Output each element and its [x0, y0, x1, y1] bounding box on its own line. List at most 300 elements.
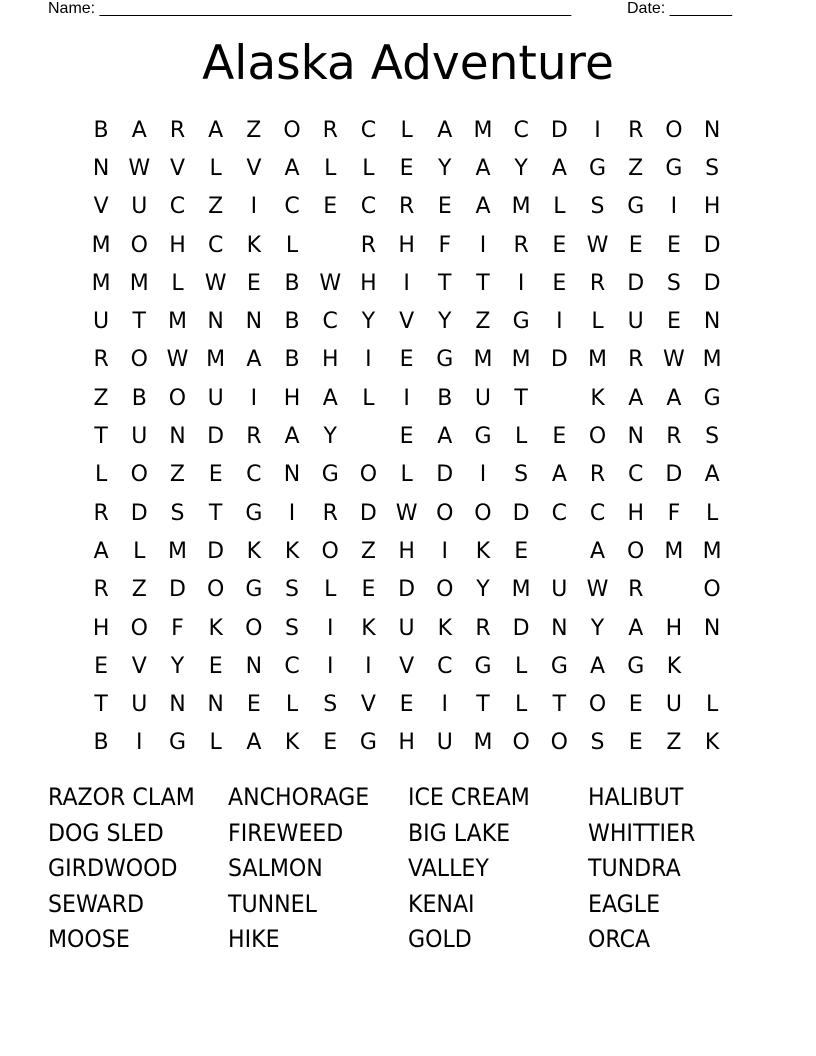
page-title: Alaska Adventure: [202, 36, 614, 91]
grid-cell[interactable]: C: [207, 232, 224, 258]
grid-cell[interactable]: I: [441, 692, 449, 718]
grid-cell[interactable]: G: [627, 653, 645, 679]
grid-cell[interactable]: I: [326, 653, 334, 679]
grid-cell[interactable]: N: [703, 615, 721, 641]
grid-cell[interactable]: M: [167, 538, 187, 564]
grid-cell[interactable]: Y: [170, 653, 185, 679]
grid-cell[interactable]: M: [702, 538, 722, 564]
grid-cell[interactable]: A: [590, 653, 606, 679]
grid-cell[interactable]: T: [476, 270, 490, 296]
grid-cell[interactable]: U: [131, 692, 148, 718]
grid-cell[interactable]: K: [590, 385, 605, 411]
grid-cell[interactable]: D: [168, 577, 186, 603]
grid-cell[interactable]: B: [93, 117, 109, 143]
grid-cell[interactable]: N: [551, 615, 568, 641]
grid-cell[interactable]: O: [512, 730, 530, 756]
grid-cell[interactable]: D: [398, 577, 416, 603]
grid-cell[interactable]: D: [665, 462, 683, 488]
grid-cell[interactable]: H: [92, 615, 110, 641]
grid-cell[interactable]: E: [552, 270, 567, 296]
grid-cell[interactable]: L: [705, 500, 719, 526]
grid-cell[interactable]: O: [627, 538, 645, 564]
grid-cell[interactable]: K: [361, 615, 376, 641]
grid-cell[interactable]: M: [473, 347, 493, 373]
grid-cell[interactable]: L: [362, 155, 375, 181]
grid-cell[interactable]: W: [319, 270, 342, 296]
grid-cell[interactable]: E: [246, 270, 261, 296]
grid-cell[interactable]: R: [322, 500, 338, 526]
grid-cell[interactable]: M: [511, 577, 531, 603]
grid-cell[interactable]: G: [627, 194, 645, 220]
grid-cell[interactable]: L: [553, 194, 566, 220]
grid-cell[interactable]: G: [474, 424, 492, 450]
grid-cell[interactable]: V: [399, 653, 415, 679]
grid-cell[interactable]: W: [204, 270, 227, 296]
grid-cell[interactable]: K: [475, 538, 491, 564]
grid-cell[interactable]: O: [130, 232, 148, 258]
grid-cell[interactable]: O: [665, 117, 683, 143]
grid-cell[interactable]: L: [362, 385, 375, 411]
grid-cell[interactable]: I: [441, 538, 449, 564]
grid-cell[interactable]: T: [208, 500, 223, 526]
grid-cell[interactable]: Y: [323, 424, 337, 450]
grid-cell[interactable]: A: [246, 347, 262, 373]
grid-cell[interactable]: O: [703, 577, 721, 603]
grid-cell[interactable]: O: [245, 615, 263, 641]
grid-cell[interactable]: C: [360, 117, 377, 143]
grid-cell[interactable]: E: [666, 309, 681, 335]
worksheet-header: [0, 0, 816, 20]
grid-cell[interactable]: W: [128, 155, 151, 181]
grid-cell[interactable]: T: [476, 692, 490, 718]
grid-cell[interactable]: G: [436, 347, 454, 373]
grid-cell[interactable]: C: [628, 462, 644, 488]
grid-cell[interactable]: F: [667, 500, 681, 526]
grid-cell[interactable]: C: [246, 462, 262, 488]
grid-cell[interactable]: E: [399, 424, 414, 450]
grid-cell[interactable]: L: [400, 117, 413, 143]
grid-cell[interactable]: C: [169, 194, 186, 220]
grid-cell[interactable]: D: [627, 270, 645, 296]
grid-cell[interactable]: S: [514, 462, 529, 488]
grid-cell[interactable]: A: [93, 538, 109, 564]
grid-cell[interactable]: Z: [246, 117, 262, 143]
grid-cell[interactable]: R: [322, 117, 338, 143]
grid-cell[interactable]: A: [246, 730, 262, 756]
grid-cell[interactable]: I: [250, 385, 258, 411]
grid-cell[interactable]: V: [246, 155, 262, 181]
grid-cell[interactable]: O: [588, 692, 607, 718]
grid-cell[interactable]: U: [665, 692, 682, 718]
grid-cell[interactable]: T: [552, 692, 567, 718]
word-list-item: HIKE: [228, 925, 280, 953]
grid-cell[interactable]: H: [398, 538, 415, 564]
grid-cell[interactable]: M: [702, 347, 722, 373]
word-list-item: ICE CREAM: [408, 783, 530, 811]
grid-cell[interactable]: C: [284, 653, 300, 679]
grid-cell[interactable]: U: [207, 385, 224, 411]
grid-cell[interactable]: U: [93, 309, 110, 335]
grid-cell[interactable]: L: [133, 538, 146, 564]
grid-cell[interactable]: O: [168, 385, 187, 411]
grid-cell[interactable]: W: [395, 500, 418, 526]
grid-cell[interactable]: Z: [131, 577, 147, 603]
grid-cell[interactable]: A: [551, 462, 567, 488]
grid-cell[interactable]: T: [94, 424, 108, 450]
grid-cell[interactable]: H: [398, 232, 415, 258]
grid-cell[interactable]: O: [436, 500, 454, 526]
grid-cell[interactable]: R: [589, 270, 606, 296]
grid-cell[interactable]: L: [591, 309, 604, 335]
grid-cell[interactable]: V: [131, 653, 147, 679]
grid-cell[interactable]: L: [285, 232, 299, 258]
grid-cell[interactable]: A: [628, 615, 644, 641]
grid-cell[interactable]: S: [590, 730, 605, 756]
grid-cell[interactable]: [311, 226, 349, 264]
grid-cell[interactable]: C: [360, 194, 377, 220]
grid-cell[interactable]: K: [246, 538, 262, 564]
grid-cell[interactable]: G: [245, 500, 263, 526]
grid-cell[interactable]: N: [627, 424, 644, 450]
grid-cell[interactable]: M: [473, 730, 493, 756]
grid-cell[interactable]: M: [511, 347, 531, 373]
grid-cell[interactable]: B: [437, 385, 453, 411]
grid-cell[interactable]: M: [588, 347, 608, 373]
grid-cell[interactable]: A: [284, 424, 300, 450]
grid-cell[interactable]: I: [365, 347, 372, 373]
grid-cell[interactable]: S: [705, 424, 720, 450]
grid-cell[interactable]: S: [323, 692, 338, 718]
grid-cell[interactable]: V: [360, 692, 376, 718]
grid-cell[interactable]: L: [400, 462, 413, 488]
word-list-item: TUNNEL: [228, 889, 317, 918]
grid-cell[interactable]: I: [517, 270, 525, 296]
grid-cell[interactable]: S: [170, 500, 185, 526]
grid-cell[interactable]: O: [130, 347, 148, 373]
grid-cell[interactable]: R: [628, 577, 644, 603]
grid-cell[interactable]: [655, 571, 693, 609]
grid-cell[interactable]: E: [323, 730, 338, 756]
grid-cell[interactable]: N: [207, 692, 224, 718]
grid-cell[interactable]: I: [479, 462, 487, 488]
grid-cell[interactable]: E: [437, 194, 452, 220]
grid-cell[interactable]: G: [321, 462, 339, 488]
grid-cell[interactable]: M: [167, 309, 187, 335]
grid-cell[interactable]: Y: [514, 155, 528, 181]
word-list: [48, 780, 768, 958]
grid-cell[interactable]: V: [399, 309, 415, 335]
grid-cell[interactable]: O: [550, 730, 568, 756]
grid-cell[interactable]: H: [283, 385, 301, 411]
grid-cell[interactable]: O: [359, 462, 378, 488]
grid-cell[interactable]: N: [245, 653, 263, 679]
grid-cell[interactable]: R: [246, 424, 262, 450]
grid-cell[interactable]: W: [586, 232, 609, 258]
grid-cell[interactable]: Z: [360, 538, 376, 564]
grid-cell[interactable]: N: [245, 309, 263, 335]
grid-cell[interactable]: G: [168, 730, 186, 756]
grid-cell[interactable]: Z: [475, 309, 491, 335]
grid-cell[interactable]: D: [703, 232, 721, 258]
grid-cell[interactable]: L: [285, 692, 299, 718]
grid-cell[interactable]: E: [361, 577, 376, 603]
grid-cell[interactable]: S: [666, 270, 681, 296]
grid-cell[interactable]: L: [515, 424, 528, 450]
grid-cell[interactable]: S: [705, 155, 720, 181]
grid-cell[interactable]: T: [438, 270, 452, 296]
grid-cell[interactable]: E: [552, 232, 567, 258]
grid-cell[interactable]: Y: [438, 155, 452, 181]
grid-cell[interactable]: U: [131, 424, 148, 450]
grid-cell[interactable]: U: [436, 730, 453, 756]
grid-cell[interactable]: D: [436, 462, 454, 488]
grid-cell[interactable]: R: [475, 615, 491, 641]
grid-cell[interactable]: S: [285, 615, 300, 641]
grid-cell[interactable]: H: [360, 270, 377, 296]
grid-cell[interactable]: D: [130, 500, 148, 526]
grid-cell[interactable]: E: [208, 653, 223, 679]
grid-cell[interactable]: N: [703, 117, 721, 143]
grid-cell[interactable]: G: [245, 577, 263, 603]
date-field[interactable]: Date: _______: [627, 0, 732, 17]
grid-cell[interactable]: K: [704, 730, 720, 756]
grid-cell[interactable]: L: [209, 730, 222, 756]
grid-cell[interactable]: Z: [169, 462, 185, 488]
grid-cell[interactable]: D: [512, 615, 530, 641]
grid-cell[interactable]: Z: [208, 194, 224, 220]
grid-cell[interactable]: I: [288, 500, 296, 526]
grid-cell[interactable]: D: [359, 500, 377, 526]
grid-cell[interactable]: H: [169, 232, 186, 258]
grid-cell[interactable]: D: [512, 500, 530, 526]
grid-cell[interactable]: U: [398, 615, 415, 641]
grid-cell[interactable]: G: [474, 653, 492, 679]
grid-cell[interactable]: I: [403, 385, 410, 411]
grid-cell[interactable]: D: [550, 347, 568, 373]
grid-cell[interactable]: O: [130, 615, 148, 641]
grid-cell[interactable]: B: [284, 347, 300, 373]
grid-cell[interactable]: [349, 417, 387, 455]
grid-cell[interactable]: M: [206, 347, 226, 373]
grid-cell[interactable]: R: [398, 194, 415, 220]
grid-cell[interactable]: Y: [590, 615, 605, 641]
grid-cell[interactable]: C: [284, 194, 300, 220]
grid-cell[interactable]: N: [283, 462, 301, 488]
grid-cell[interactable]: D: [207, 538, 225, 564]
grid-cell[interactable]: M: [473, 117, 493, 143]
grid-cell[interactable]: O: [474, 500, 492, 526]
grid-cell[interactable]: K: [437, 615, 452, 641]
grid-cell[interactable]: C: [589, 500, 606, 526]
grid-cell[interactable]: H: [665, 615, 683, 641]
grid-cell[interactable]: U: [474, 385, 492, 411]
grid-cell[interactable]: V: [93, 194, 109, 220]
grid-cell[interactable]: T: [132, 309, 146, 335]
grid-cell[interactable]: L: [515, 692, 528, 718]
grid-cell[interactable]: N: [207, 309, 224, 335]
grid-cell[interactable]: R: [169, 117, 186, 143]
grid-cell[interactable]: Y: [361, 309, 376, 335]
grid-cell[interactable]: A: [208, 117, 224, 143]
grid-cell[interactable]: B: [284, 309, 300, 335]
grid-cell[interactable]: G: [665, 155, 683, 181]
grid-cell[interactable]: M: [129, 270, 149, 296]
grid-cell[interactable]: R: [93, 500, 109, 526]
grid-cell[interactable]: I: [670, 194, 678, 220]
grid-cell[interactable]: E: [399, 347, 414, 373]
grid-cell[interactable]: K: [666, 653, 682, 679]
grid-cell[interactable]: W: [663, 347, 685, 373]
grid-cell[interactable]: L: [324, 577, 337, 603]
grid-cell[interactable]: A: [551, 155, 567, 181]
grid-cell[interactable]: R: [628, 347, 644, 373]
grid-cell[interactable]: A: [704, 462, 720, 488]
grid-cell[interactable]: O: [206, 577, 225, 603]
grid-cell[interactable]: O: [436, 577, 454, 603]
grid-cell[interactable]: E: [628, 232, 643, 258]
grid-cell[interactable]: [693, 647, 731, 685]
grid-cell[interactable]: U: [627, 309, 644, 335]
grid-cell[interactable]: L: [515, 653, 528, 679]
grid-cell[interactable]: C: [513, 117, 529, 143]
grid-cell[interactable]: N: [703, 309, 721, 335]
grid-cell[interactable]: T: [514, 385, 528, 411]
grid-cell[interactable]: O: [321, 538, 339, 564]
grid-cell[interactable]: B: [93, 730, 109, 756]
grid-cell[interactable]: A: [284, 155, 300, 181]
grid-cell[interactable]: N: [92, 155, 110, 181]
grid-cell[interactable]: A: [475, 194, 491, 220]
grid-cell[interactable]: A: [437, 424, 453, 450]
grid-cell[interactable]: C: [437, 653, 453, 679]
grid-cell[interactable]: S: [285, 577, 300, 603]
grid-cell[interactable]: Z: [666, 730, 682, 756]
grid-cell[interactable]: A: [475, 155, 491, 181]
grid-cell[interactable]: E: [246, 692, 261, 718]
grid-cell[interactable]: Y: [438, 309, 452, 335]
grid-cell[interactable]: G: [512, 309, 530, 335]
grid-cell[interactable]: A: [322, 385, 338, 411]
grid-cell[interactable]: S: [590, 194, 605, 220]
grid-cell[interactable]: R: [93, 577, 109, 603]
grid-cell[interactable]: H: [398, 730, 415, 756]
word-list-item: TUNDRA: [588, 854, 681, 882]
word-list-item: SEWARD: [48, 889, 145, 918]
grid-cell[interactable]: D: [703, 270, 721, 296]
grid-cell[interactable]: C: [551, 500, 568, 526]
grid-cell[interactable]: M: [511, 194, 531, 220]
grid-cell[interactable]: A: [437, 117, 453, 143]
grid-cell[interactable]: D: [207, 424, 225, 450]
grid-cell[interactable]: O: [588, 424, 607, 450]
grid-cell[interactable]: H: [321, 347, 339, 373]
grid-cell[interactable]: D: [550, 117, 568, 143]
grid-cell[interactable]: L: [705, 692, 719, 718]
grid-cell[interactable]: Z: [93, 385, 109, 411]
grid-cell[interactable]: E: [514, 538, 529, 564]
grid-cell[interactable]: R: [589, 462, 606, 488]
grid-cell[interactable]: H: [703, 194, 721, 220]
grid-cell[interactable]: R: [628, 117, 644, 143]
grid-cell[interactable]: E: [399, 692, 414, 718]
grid-cell[interactable]: F: [171, 615, 184, 641]
grid-cell[interactable]: H: [627, 500, 644, 526]
grid-cell[interactable]: E: [399, 155, 414, 181]
grid-cell[interactable]: R: [360, 232, 377, 258]
grid-cell[interactable]: C: [322, 309, 338, 335]
grid-cell[interactable]: K: [246, 232, 262, 258]
grid-cell[interactable]: K: [208, 615, 223, 641]
grid-cell[interactable]: K: [284, 538, 300, 564]
grid-cell[interactable]: T: [94, 692, 108, 718]
grid-cell[interactable]: E: [323, 194, 338, 220]
grid-cell[interactable]: A: [628, 385, 644, 411]
grid-cell[interactable]: W: [166, 347, 189, 373]
grid-cell[interactable]: G: [703, 385, 721, 411]
grid-cell[interactable]: [540, 379, 578, 417]
name-field[interactable]: Name: _____________________________________________________: [48, 0, 572, 17]
grid-cell[interactable]: U: [131, 194, 148, 220]
grid-cell[interactable]: M: [91, 232, 111, 258]
grid-cell[interactable]: R: [666, 424, 682, 450]
grid-cell[interactable]: O: [130, 462, 148, 488]
grid-cell[interactable]: O: [283, 117, 301, 143]
grid-cell[interactable]: E: [94, 653, 109, 679]
grid-cell[interactable]: G: [589, 155, 607, 181]
grid-cell[interactable]: Y: [476, 577, 490, 603]
grid-cell[interactable]: E: [208, 462, 223, 488]
grid-cell[interactable]: A: [131, 117, 147, 143]
grid-cell[interactable]: R: [513, 232, 529, 258]
grid-cell[interactable]: M: [91, 270, 111, 296]
grid-cell[interactable]: L: [209, 155, 222, 181]
grid-cell[interactable]: L: [324, 155, 337, 181]
grid-cell[interactable]: U: [551, 577, 568, 603]
grid-cell[interactable]: V: [169, 155, 185, 181]
grid-cell[interactable]: I: [326, 615, 334, 641]
grid-cell[interactable]: I: [250, 194, 258, 220]
grid-cell[interactable]: I: [556, 309, 563, 335]
grid-cell[interactable]: B: [131, 385, 147, 411]
grid-cell[interactable]: A: [590, 538, 606, 564]
grid-cell[interactable]: E: [628, 692, 643, 718]
grid-cell[interactable]: B: [284, 270, 300, 296]
grid-cell[interactable]: I: [594, 117, 601, 143]
grid-cell[interactable]: L: [171, 270, 184, 296]
grid-cell[interactable]: N: [169, 424, 186, 450]
grid-cell[interactable]: E: [552, 424, 567, 450]
grid-cell[interactable]: K: [284, 730, 300, 756]
grid-cell[interactable]: F: [438, 232, 452, 258]
grid-cell[interactable]: A: [666, 385, 682, 411]
grid-cell[interactable]: N: [169, 692, 186, 718]
grid-cell[interactable]: I: [365, 653, 372, 679]
grid-cell[interactable]: I: [136, 730, 143, 756]
grid-cell[interactable]: I: [403, 270, 410, 296]
grid-cell[interactable]: G: [550, 653, 568, 679]
grid-cell[interactable]: [540, 532, 578, 570]
grid-cell[interactable]: M: [664, 538, 684, 564]
grid-cell[interactable]: L: [94, 462, 108, 488]
grid-cell[interactable]: E: [628, 730, 643, 756]
grid-cell[interactable]: W: [586, 577, 609, 603]
grid-cell[interactable]: R: [93, 347, 109, 373]
grid-cell[interactable]: G: [359, 730, 377, 756]
grid-cell[interactable]: I: [479, 232, 487, 258]
grid-cell[interactable]: E: [666, 232, 681, 258]
grid-cell[interactable]: Z: [628, 155, 644, 181]
word-list-item: HALIBUT: [588, 783, 684, 811]
